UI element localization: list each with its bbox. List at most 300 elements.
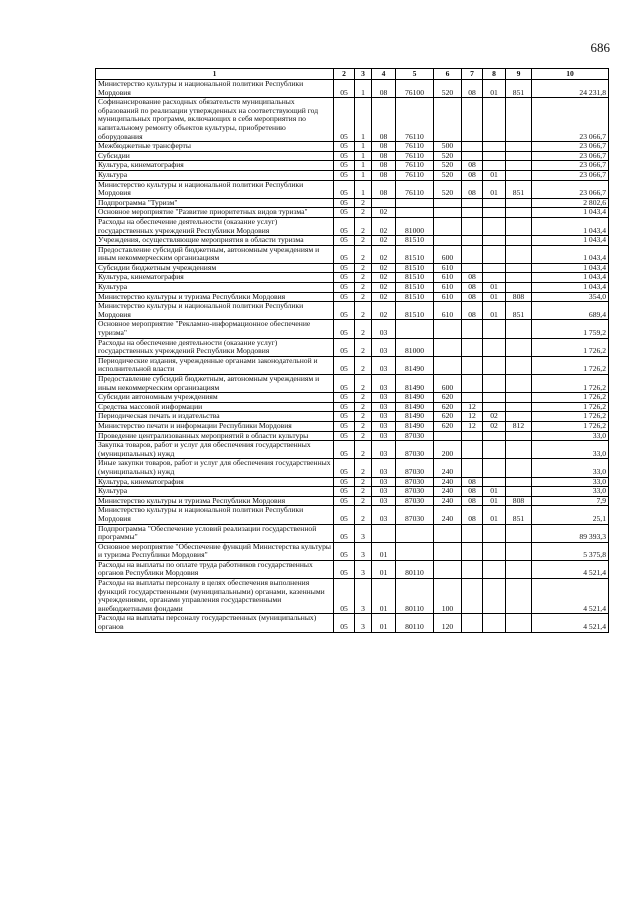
code-cell (506, 402, 532, 412)
code-cell: 76110 (396, 98, 434, 142)
code-cell: 03 (372, 402, 396, 412)
row-name-cell: Основное мероприятие "Обеспечение функций Министерства культуры и туризма Республики Мордовия" (96, 542, 334, 560)
code-cell: 87030 (396, 487, 434, 497)
code-cell: 08 (372, 98, 396, 142)
row-name-cell: Учреждения, осуществляющие мероприятия в области туризма (96, 236, 334, 246)
row-name-cell: Закупка товаров, работ и услуг для обеспечения государственных (муниципальных) нужд (96, 441, 334, 459)
code-cell (483, 236, 506, 246)
code-cell (506, 614, 532, 632)
amount-cell: 1 726,2 (532, 338, 609, 356)
code-cell (506, 151, 532, 161)
amount-cell: 33,0 (532, 477, 609, 487)
amount-cell: 1 726,2 (532, 356, 609, 374)
code-cell (462, 236, 483, 246)
code-cell: 81510 (396, 236, 434, 246)
code-cell (506, 263, 532, 273)
code-cell (462, 263, 483, 273)
code-cell: 3 (355, 524, 372, 542)
row-name-cell: Расходы на обеспечение деятельности (оказание услуг) государственных учреждений Республики Мордовия (96, 338, 334, 356)
table-row (96, 487, 609, 497)
code-cell: 08 (462, 80, 483, 98)
code-cell (462, 320, 483, 338)
code-cell: 02 (372, 245, 396, 263)
code-cell (462, 579, 483, 614)
row-name-cell: Межбюджетные трансферты (96, 142, 334, 152)
amount-cell: 1 759,2 (532, 320, 609, 338)
code-cell: 1 (355, 151, 372, 161)
row-name-cell: Расходы на выплаты персоналу в целях обеспечения выполнения функций государственными (муниципальными) органами, казенными учреждениями, органами управления государственными внебюджетными фондами (96, 579, 334, 614)
code-cell: 2 (355, 320, 372, 338)
code-cell (483, 320, 506, 338)
code-cell (462, 245, 483, 263)
code-cell: 2 (355, 356, 372, 374)
header-cell: 1 (96, 69, 334, 80)
code-cell: 240 (434, 459, 462, 477)
amount-cell: 5 375,8 (532, 542, 609, 560)
code-cell: 2 (355, 421, 372, 431)
table-row (96, 614, 609, 632)
code-cell: 05 (334, 524, 355, 542)
header-cell: 7 (462, 69, 483, 80)
code-cell (506, 579, 532, 614)
code-cell (396, 208, 434, 218)
code-cell: 3 (355, 614, 372, 632)
code-cell (434, 560, 462, 578)
table-row (96, 542, 609, 560)
code-cell: 08 (462, 506, 483, 524)
header-cell: 8 (483, 69, 506, 80)
code-cell (434, 524, 462, 542)
code-cell: 2 (355, 431, 372, 441)
code-cell: 851 (506, 302, 532, 320)
code-cell: 600 (434, 375, 462, 393)
code-cell: 520 (434, 151, 462, 161)
amount-cell: 24 231,8 (532, 80, 609, 98)
code-cell: 610 (434, 292, 462, 302)
code-cell: 05 (334, 402, 355, 412)
amount-cell: 4 521,4 (532, 560, 609, 578)
table-row (96, 524, 609, 542)
code-cell: 08 (462, 477, 483, 487)
code-cell: 610 (434, 273, 462, 283)
table-header-row (96, 69, 609, 80)
code-cell: 05 (334, 170, 355, 180)
code-cell (483, 560, 506, 578)
code-cell (434, 236, 462, 246)
code-cell (483, 477, 506, 487)
code-cell: 620 (434, 421, 462, 431)
code-cell: 2 (355, 441, 372, 459)
code-cell: 01 (372, 542, 396, 560)
amount-cell: 354,0 (532, 292, 609, 302)
code-cell: 851 (506, 180, 532, 198)
code-cell: 05 (334, 542, 355, 560)
code-cell: 2 (355, 263, 372, 273)
code-cell (462, 459, 483, 477)
code-cell: 05 (334, 560, 355, 578)
table-row (96, 412, 609, 422)
code-cell: 240 (434, 477, 462, 487)
code-cell: 620 (434, 402, 462, 412)
code-cell: 2 (355, 302, 372, 320)
code-cell: 2 (355, 477, 372, 487)
amount-cell: 2 802,6 (532, 198, 609, 208)
code-cell (483, 245, 506, 263)
row-name-cell: Софинансирование расходных обязательств муниципальных образований по реализации утвержденных на соответствующий год муниципальных программ, включающих в себя мероприятия по капитальному ремонту объектов культуры, приобретению оборудования (96, 98, 334, 142)
code-cell: 05 (334, 98, 355, 142)
row-name-cell: Субсидии автономным учреждениям (96, 393, 334, 403)
code-cell: 05 (334, 393, 355, 403)
code-cell: 05 (334, 151, 355, 161)
code-cell: 87030 (396, 431, 434, 441)
code-cell: 2 (355, 496, 372, 506)
code-cell: 2 (355, 283, 372, 293)
code-cell (462, 142, 483, 152)
table-row (96, 292, 609, 302)
code-cell: 2 (355, 273, 372, 283)
code-cell: 03 (372, 459, 396, 477)
code-cell (462, 441, 483, 459)
code-cell (396, 198, 434, 208)
row-name-cell: Культура (96, 283, 334, 293)
code-cell: 01 (483, 80, 506, 98)
code-cell: 76110 (396, 161, 434, 171)
code-cell: 81490 (396, 402, 434, 412)
code-cell: 808 (506, 292, 532, 302)
code-cell: 3 (355, 579, 372, 614)
code-cell: 05 (334, 375, 355, 393)
table-row (96, 356, 609, 374)
header-cell: 9 (506, 69, 532, 80)
code-cell: 76110 (396, 151, 434, 161)
code-cell: 03 (372, 375, 396, 393)
row-name-cell: Расходы на обеспечение деятельности (оказание услуг) государственных учреждений Республики Мордовия (96, 217, 334, 235)
code-cell: 81490 (396, 393, 434, 403)
code-cell (372, 198, 396, 208)
code-cell: 03 (372, 431, 396, 441)
code-cell: 500 (434, 142, 462, 152)
table-row (96, 142, 609, 152)
code-cell: 05 (334, 320, 355, 338)
code-cell: 08 (372, 161, 396, 171)
code-cell (462, 560, 483, 578)
row-name-cell: Министерство культуры и национальной политики Республики Мордовия (96, 506, 334, 524)
code-cell (483, 217, 506, 235)
code-cell: 2 (355, 506, 372, 524)
amount-cell: 33,0 (532, 431, 609, 441)
code-cell: 02 (483, 421, 506, 431)
code-cell: 01 (483, 302, 506, 320)
code-cell: 87030 (396, 441, 434, 459)
table-row (96, 208, 609, 218)
amount-cell: 1 726,2 (532, 393, 609, 403)
code-cell (462, 614, 483, 632)
code-cell: 812 (506, 421, 532, 431)
code-cell (462, 393, 483, 403)
code-cell: 02 (372, 263, 396, 273)
code-cell: 02 (372, 302, 396, 320)
code-cell: 01 (372, 579, 396, 614)
code-cell: 05 (334, 412, 355, 422)
table-row (96, 236, 609, 246)
code-cell: 2 (355, 198, 372, 208)
code-cell: 08 (462, 161, 483, 171)
code-cell: 1 (355, 180, 372, 198)
code-cell: 81510 (396, 263, 434, 273)
table-row (96, 402, 609, 412)
table-row (96, 459, 609, 477)
code-cell: 05 (334, 496, 355, 506)
header-cell: 2 (334, 69, 355, 80)
code-cell (506, 524, 532, 542)
code-cell: 80110 (396, 614, 434, 632)
code-cell (506, 560, 532, 578)
code-cell (483, 208, 506, 218)
code-cell: 01 (483, 487, 506, 497)
code-cell (434, 208, 462, 218)
amount-cell: 1 726,2 (532, 402, 609, 412)
code-cell: 05 (334, 477, 355, 487)
code-cell (372, 524, 396, 542)
code-cell (506, 273, 532, 283)
code-cell: 01 (483, 496, 506, 506)
row-name-cell: Периодическая печать и издательства (96, 412, 334, 422)
code-cell (434, 356, 462, 374)
header-cell: 5 (396, 69, 434, 80)
code-cell: 808 (506, 496, 532, 506)
row-name-cell: Культура (96, 170, 334, 180)
table-row (96, 560, 609, 578)
code-cell (506, 477, 532, 487)
code-cell: 03 (372, 477, 396, 487)
code-cell (396, 320, 434, 338)
amount-cell: 1 043,4 (532, 245, 609, 263)
code-cell: 520 (434, 80, 462, 98)
code-cell: 3 (355, 542, 372, 560)
code-cell: 81510 (396, 292, 434, 302)
code-cell (506, 412, 532, 422)
code-cell: 2 (355, 459, 372, 477)
code-cell: 76100 (396, 80, 434, 98)
code-cell: 05 (334, 161, 355, 171)
table-row (96, 441, 609, 459)
code-cell (506, 245, 532, 263)
code-cell: 76110 (396, 180, 434, 198)
code-cell: 05 (334, 579, 355, 614)
code-cell: 05 (334, 208, 355, 218)
code-cell (434, 431, 462, 441)
table-row (96, 180, 609, 198)
code-cell: 01 (483, 180, 506, 198)
header-cell: 6 (434, 69, 462, 80)
row-name-cell: Министерство культуры и туризма Республики Мордовия (96, 292, 334, 302)
amount-cell: 23 066,7 (532, 170, 609, 180)
code-cell (434, 542, 462, 560)
row-name-cell: Министерство культуры и национальной политики Республики Мордовия (96, 80, 334, 98)
code-cell: 81510 (396, 283, 434, 293)
row-name-cell: Министерство культуры и национальной политики Республики Мордовия (96, 302, 334, 320)
code-cell: 08 (372, 180, 396, 198)
code-cell (483, 98, 506, 142)
code-cell: 08 (462, 273, 483, 283)
code-cell: 610 (434, 302, 462, 320)
code-cell: 02 (372, 273, 396, 283)
code-cell: 87030 (396, 506, 434, 524)
row-name-cell: Министерство культуры и туризма Республики Мордовия (96, 496, 334, 506)
code-cell (483, 542, 506, 560)
code-cell (506, 161, 532, 171)
header-cell: 3 (355, 69, 372, 80)
code-cell: 05 (334, 431, 355, 441)
code-cell: 81000 (396, 217, 434, 235)
table-row (96, 283, 609, 293)
amount-cell: 1 043,4 (532, 263, 609, 273)
amount-cell: 23 066,7 (532, 98, 609, 142)
code-cell: 03 (372, 441, 396, 459)
code-cell: 02 (372, 292, 396, 302)
code-cell (506, 320, 532, 338)
row-name-cell: Подпрограмма "Туризм" (96, 198, 334, 208)
code-cell (462, 198, 483, 208)
code-cell: 240 (434, 506, 462, 524)
code-cell (506, 356, 532, 374)
table-row (96, 302, 609, 320)
amount-cell: 1 726,2 (532, 421, 609, 431)
row-name-cell: Подпрограмма "Обеспечение условий реализации государственной программы" (96, 524, 334, 542)
code-cell (483, 614, 506, 632)
code-cell: 240 (434, 487, 462, 497)
code-cell (483, 142, 506, 152)
code-cell: 01 (483, 506, 506, 524)
code-cell (434, 320, 462, 338)
table-row (96, 217, 609, 235)
table-row (96, 393, 609, 403)
code-cell (462, 151, 483, 161)
header-cell: 4 (372, 69, 396, 80)
code-cell: 03 (372, 338, 396, 356)
code-cell (434, 217, 462, 235)
code-cell: 05 (334, 273, 355, 283)
amount-cell: 1 726,2 (532, 375, 609, 393)
amount-cell: 7,9 (532, 496, 609, 506)
code-cell: 610 (434, 283, 462, 293)
row-name-cell: Проведение централизованных мероприятий в области культуры (96, 431, 334, 441)
row-name-cell: Министерство печати и информации Республики Мордовия (96, 421, 334, 431)
row-name-cell: Основное мероприятие "Развитие приоритетных видов туризма" (96, 208, 334, 218)
code-cell: 81490 (396, 421, 434, 431)
code-cell (506, 431, 532, 441)
code-cell: 120 (434, 614, 462, 632)
code-cell (462, 542, 483, 560)
table-row (96, 80, 609, 98)
code-cell: 600 (434, 245, 462, 263)
code-cell (483, 338, 506, 356)
code-cell (462, 431, 483, 441)
code-cell (506, 217, 532, 235)
code-cell: 08 (462, 292, 483, 302)
code-cell: 05 (334, 142, 355, 152)
table-row (96, 320, 609, 338)
row-name-cell: Средства массовой информации (96, 402, 334, 412)
code-cell: 851 (506, 506, 532, 524)
row-name-cell: Расходы на выплаты персоналу государственных (муниципальных) органов (96, 614, 334, 632)
code-cell: 05 (334, 180, 355, 198)
code-cell: 08 (372, 142, 396, 152)
code-cell (483, 431, 506, 441)
code-cell: 520 (434, 170, 462, 180)
code-cell: 100 (434, 579, 462, 614)
code-cell: 851 (506, 80, 532, 98)
table-row (96, 198, 609, 208)
code-cell: 08 (462, 170, 483, 180)
amount-cell: 1 726,2 (532, 412, 609, 422)
code-cell: 05 (334, 217, 355, 235)
row-name-cell: Культура, кинематография (96, 161, 334, 171)
code-cell (462, 208, 483, 218)
code-cell (483, 356, 506, 374)
budget-table (95, 68, 609, 633)
code-cell: 76110 (396, 170, 434, 180)
code-cell: 08 (462, 487, 483, 497)
code-cell: 2 (355, 236, 372, 246)
code-cell: 80110 (396, 560, 434, 578)
code-cell (462, 98, 483, 142)
row-name-cell: Периодические издания, учрежденные органами законодательной и исполнительной власти (96, 356, 334, 374)
code-cell (506, 283, 532, 293)
amount-cell: 23 066,7 (532, 151, 609, 161)
code-cell: 2 (355, 375, 372, 393)
code-cell (506, 375, 532, 393)
row-name-cell: Основное мероприятие "Рекламно-информационное обеспечение туризма" (96, 320, 334, 338)
code-cell (396, 524, 434, 542)
code-cell: 1 (355, 142, 372, 152)
code-cell (506, 338, 532, 356)
table-row (96, 421, 609, 431)
code-cell: 08 (462, 496, 483, 506)
code-cell: 05 (334, 302, 355, 320)
code-cell: 87030 (396, 496, 434, 506)
code-cell: 520 (434, 180, 462, 198)
amount-cell: 1 043,4 (532, 208, 609, 218)
code-cell: 05 (334, 506, 355, 524)
code-cell (462, 338, 483, 356)
code-cell: 620 (434, 393, 462, 403)
amount-cell: 33,0 (532, 441, 609, 459)
table-row (96, 431, 609, 441)
code-cell (506, 198, 532, 208)
code-cell: 87030 (396, 459, 434, 477)
table-row (96, 151, 609, 161)
code-cell (506, 487, 532, 497)
amount-cell: 1 043,4 (532, 217, 609, 235)
amount-cell: 1 043,4 (532, 236, 609, 246)
table-body (96, 80, 609, 633)
code-cell (483, 161, 506, 171)
code-cell (506, 542, 532, 560)
code-cell: 05 (334, 283, 355, 293)
code-cell: 12 (462, 402, 483, 412)
code-cell (396, 542, 434, 560)
code-cell (506, 170, 532, 180)
code-cell (483, 393, 506, 403)
amount-cell: 33,0 (532, 487, 609, 497)
code-cell (506, 393, 532, 403)
code-cell: 03 (372, 421, 396, 431)
code-cell: 1 (355, 98, 372, 142)
table-row (96, 496, 609, 506)
code-cell: 03 (372, 496, 396, 506)
code-cell: 1 (355, 80, 372, 98)
